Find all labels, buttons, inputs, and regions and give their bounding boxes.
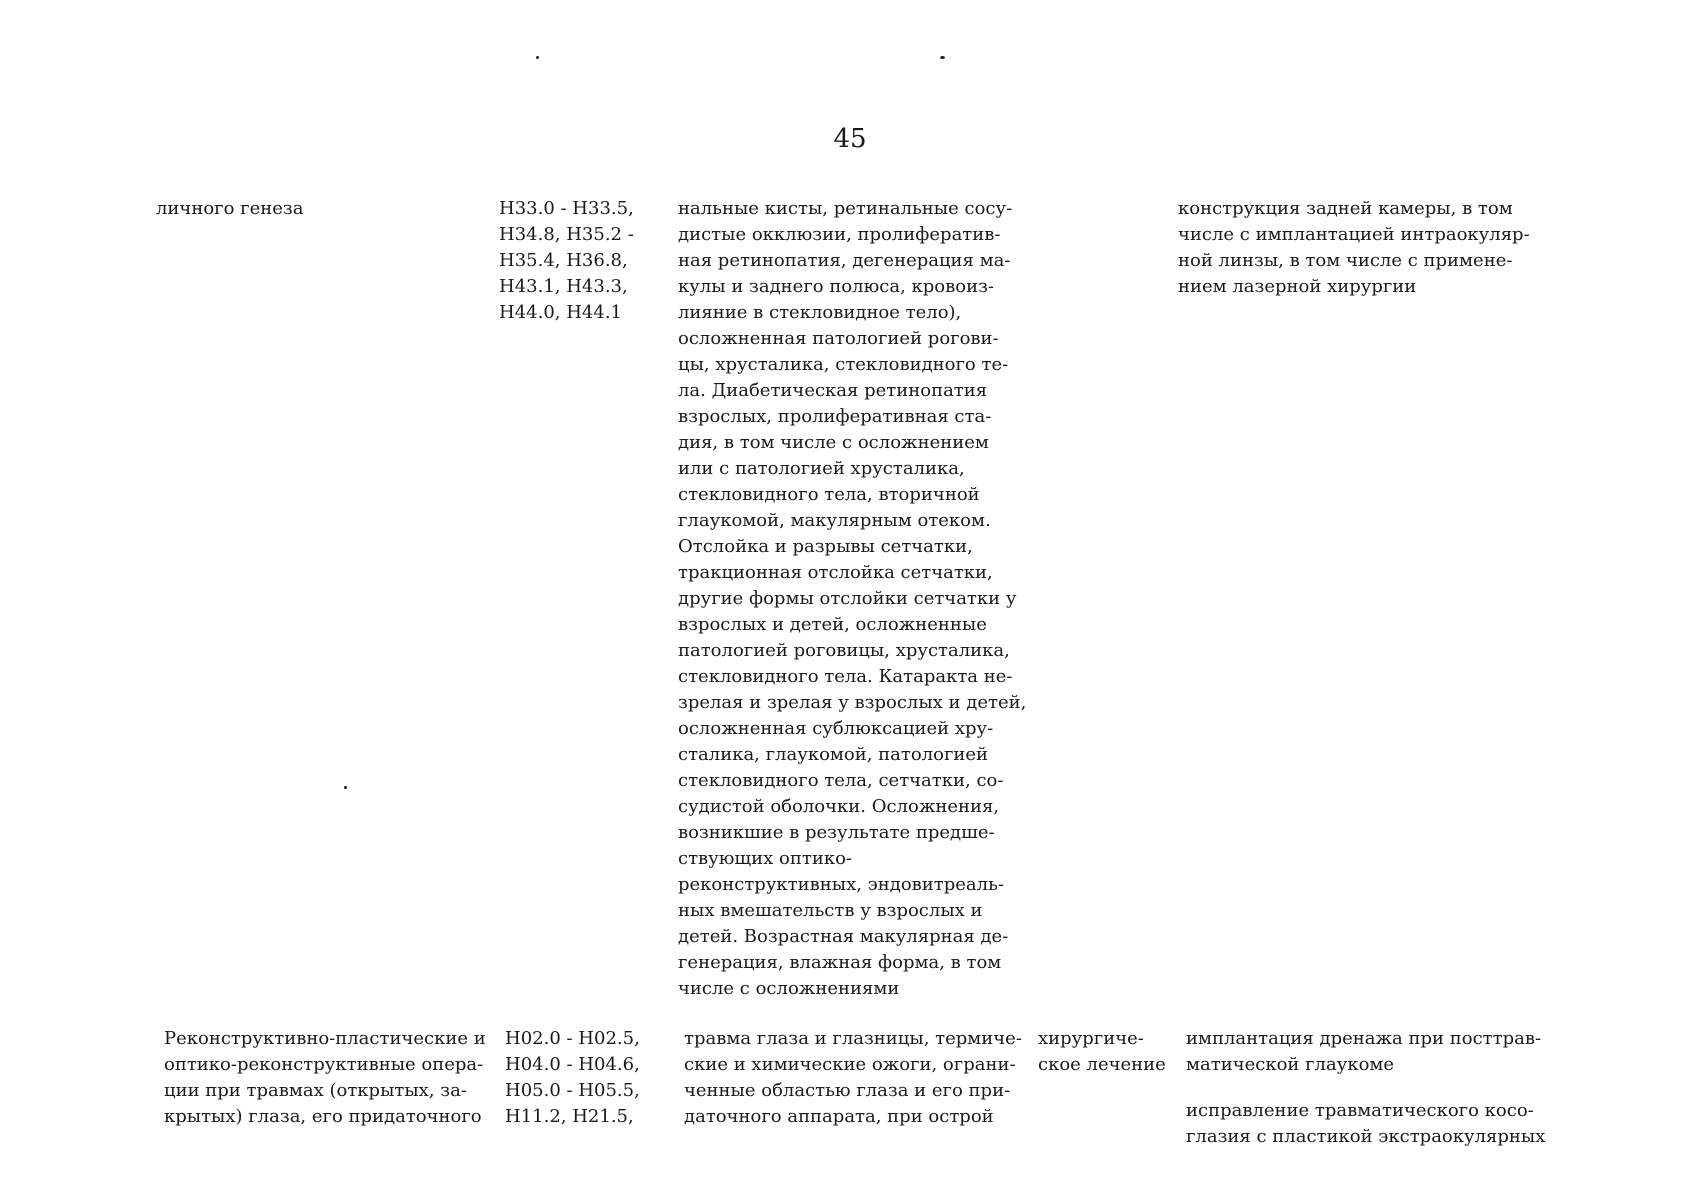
text-line: ных вмешательств у взрослых и — [678, 900, 983, 921]
text-line: крытых) глаза, его придаточного — [164, 1106, 482, 1127]
text-line: ское лечение — [1038, 1054, 1166, 1075]
text-line: H02.0 - H02.5, — [505, 1028, 640, 1049]
text-line: Реконструктивно-пластические и — [164, 1028, 486, 1049]
text-line: взрослых, пролиферативная ста- — [678, 406, 992, 427]
text-line: травма глаза и глазницы, термиче- — [684, 1028, 1022, 1049]
text-line: H43.1, H43.3, — [499, 276, 628, 297]
text-line: числе с имплантацией интраокуляр- — [1178, 224, 1530, 245]
row2-treatment-method-1 — [1186, 1026, 1566, 1078]
scan-speck — [940, 56, 945, 59]
text-line: стекловидного тела. Катаракта не- — [678, 666, 1013, 687]
text-line: взрослых и детей, осложненные — [678, 614, 987, 635]
row2-treatment-type — [1038, 1026, 1173, 1078]
text-line: дия, в том числе с осложнением — [678, 432, 989, 453]
text-line: ские и химические ожоги, ограни- — [684, 1054, 1016, 1075]
scan-speck — [536, 56, 539, 59]
page-number: 45 — [833, 124, 867, 154]
text-line: кулы и заднего полюса, кровоиз- — [678, 276, 994, 297]
text-line: детей. Возрастная макулярная де- — [678, 926, 1009, 947]
text-line: или с патологией хрусталика, — [678, 458, 965, 479]
text-line: оптико-реконструктивные опера- — [164, 1054, 484, 1075]
text-line: H35.4, H36.8, — [499, 250, 628, 271]
text-line: стекловидного тела, вторичной — [678, 484, 980, 505]
text-line: H05.0 - H05.5, — [505, 1080, 640, 1101]
text-line: лияние в стекловидное тело), — [678, 302, 962, 323]
row2-treatment-method-2 — [1186, 1098, 1566, 1150]
text-line: ции при травмах (открытых, за- — [164, 1080, 467, 1101]
row2-disease-group — [164, 1026, 494, 1130]
text-line: реконструктивных, эндовитреаль- — [678, 874, 1004, 895]
text-line: личного генеза — [156, 198, 304, 219]
text-line: другие формы отслойки сетчатки у — [678, 588, 1017, 609]
text-line: глаукомой, макулярным отеком. — [678, 510, 991, 531]
text-line: конструкция задней камеры, в том — [1178, 198, 1513, 219]
text-line: матической глаукоме — [1186, 1054, 1395, 1075]
text-line: тракционная отслойка сетчатки, — [678, 562, 993, 583]
text-line: H04.0 - H04.6, — [505, 1054, 640, 1075]
text-line: возникшие в результате предше- — [678, 822, 995, 843]
text-line: генерация, влажная форма, в том — [678, 952, 1002, 973]
text-line: H11.2, H21.5, — [505, 1106, 634, 1127]
text-line: ченные областью глаза и его при- — [684, 1080, 1011, 1101]
text-line: зрелая и зрелая у взрослых и детей, — [678, 692, 1027, 713]
text-line: глазия с пластикой экстраокулярных — [1186, 1126, 1546, 1147]
row1-icd-codes — [499, 196, 669, 326]
text-line: Отслойка и разрывы сетчатки, — [678, 536, 973, 557]
text-line: цы, хрусталика, стекловидного те- — [678, 354, 1009, 375]
text-line: нальные кисты, ретинальные сосу- — [678, 198, 1013, 219]
text-line: ла. Диабетическая ретинопатия — [678, 380, 988, 401]
text-line: ной линзы, в том числе с примене- — [1178, 250, 1513, 271]
text-line: дистые окклюзии, пролифератив- — [678, 224, 1001, 245]
text-line: числе с осложнениями — [678, 978, 900, 999]
text-line: хирургиче- — [1038, 1028, 1144, 1049]
row1-patient-model — [678, 196, 1038, 1002]
text-line: стекловидного тела, сетчатки, со- — [678, 770, 1004, 791]
text-line: даточного аппарата, при острой — [684, 1106, 994, 1127]
text-line: исправление травматического косо- — [1186, 1100, 1534, 1121]
text-line: осложненная сублюксацией хру- — [678, 718, 994, 739]
text-line: сталика, глаукомой, патологией — [678, 744, 989, 765]
text-line: судистой оболочки. Осложнения, — [678, 796, 1000, 817]
text-line: патологией роговицы, хрусталика, — [678, 640, 1010, 661]
row1-disease-group — [156, 196, 486, 222]
text-line: осложненная патологией рогови- — [678, 328, 999, 349]
row2-icd-codes — [505, 1026, 675, 1130]
text-line: ствующих оптико- — [678, 848, 852, 869]
text-line: H34.8, H35.2 - — [499, 224, 634, 245]
row2-patient-model — [684, 1026, 1024, 1130]
text-line: H33.0 - H33.5, — [499, 198, 634, 219]
scan-speck — [344, 786, 347, 789]
text-line: H44.0, H44.1 — [499, 302, 622, 323]
text-line: имплантация дренажа при посттрав- — [1186, 1028, 1542, 1049]
text-line: нием лазерной хирургии — [1178, 276, 1417, 297]
row1-treatment-method — [1178, 196, 1558, 300]
text-line: ная ретинопатия, дегенерация ма- — [678, 250, 1011, 271]
